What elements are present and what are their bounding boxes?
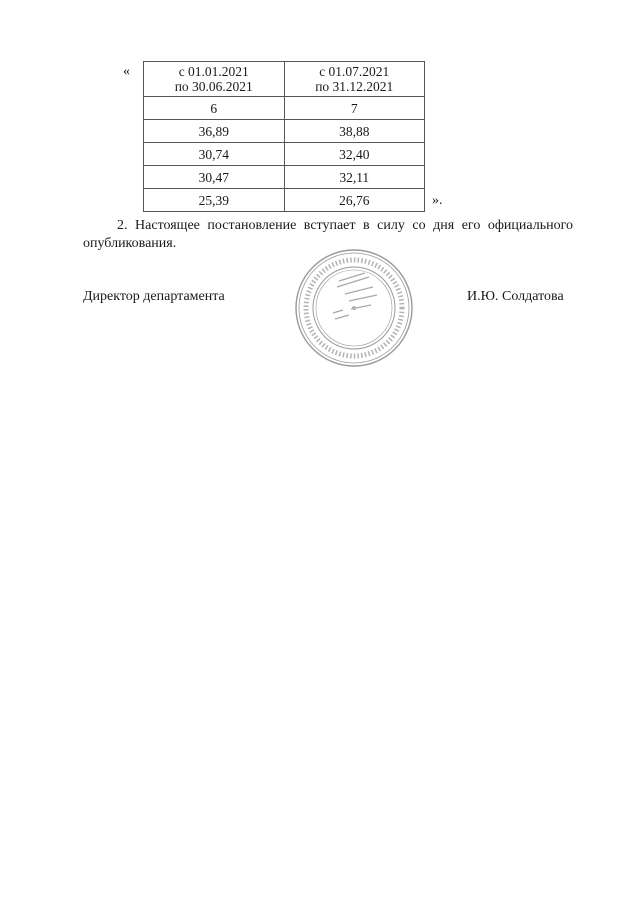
table-header-row bbox=[144, 62, 425, 97]
table-cell: 30,47 bbox=[144, 166, 285, 189]
closing-quote: ». bbox=[432, 193, 443, 208]
header-period-2 bbox=[284, 62, 425, 97]
table-cell: 32,40 bbox=[284, 143, 425, 166]
paragraph-effective-date: 2. Настоящее постановление вступает в силу со дня его официального опубликования. bbox=[83, 218, 573, 251]
column-number-cell: 7 bbox=[284, 97, 425, 120]
table-row bbox=[144, 189, 425, 212]
table-row bbox=[144, 120, 425, 143]
table-cell: 30,74 bbox=[144, 143, 285, 166]
header-period-1 bbox=[144, 62, 285, 97]
table-row bbox=[144, 166, 425, 189]
column-number-row bbox=[144, 97, 425, 120]
header-period-1-line-1: с 01.01.2021 bbox=[178, 64, 249, 79]
opening-quote: « bbox=[123, 64, 130, 79]
header-period-1-line-2: по 30.06.2021 bbox=[174, 79, 253, 94]
table-cell: 32,11 bbox=[284, 166, 425, 189]
column-number-cell: 6 bbox=[144, 97, 285, 120]
table-cell: 26,76 bbox=[284, 189, 425, 212]
official-seal-icon bbox=[293, 247, 415, 369]
table-cell: 36,89 bbox=[144, 120, 285, 143]
table-cell: 25,39 bbox=[144, 189, 285, 212]
header-period-2-line-2: по 31.12.2021 bbox=[315, 79, 394, 94]
table-cell: 38,88 bbox=[284, 120, 425, 143]
table-row bbox=[144, 143, 425, 166]
signatory-role: Директор департамента bbox=[83, 289, 225, 304]
header-period-2-line-1: с 01.07.2021 bbox=[319, 64, 390, 79]
signatory-name: И.Ю. Солдатова bbox=[467, 289, 564, 304]
tariff-table bbox=[143, 61, 425, 212]
